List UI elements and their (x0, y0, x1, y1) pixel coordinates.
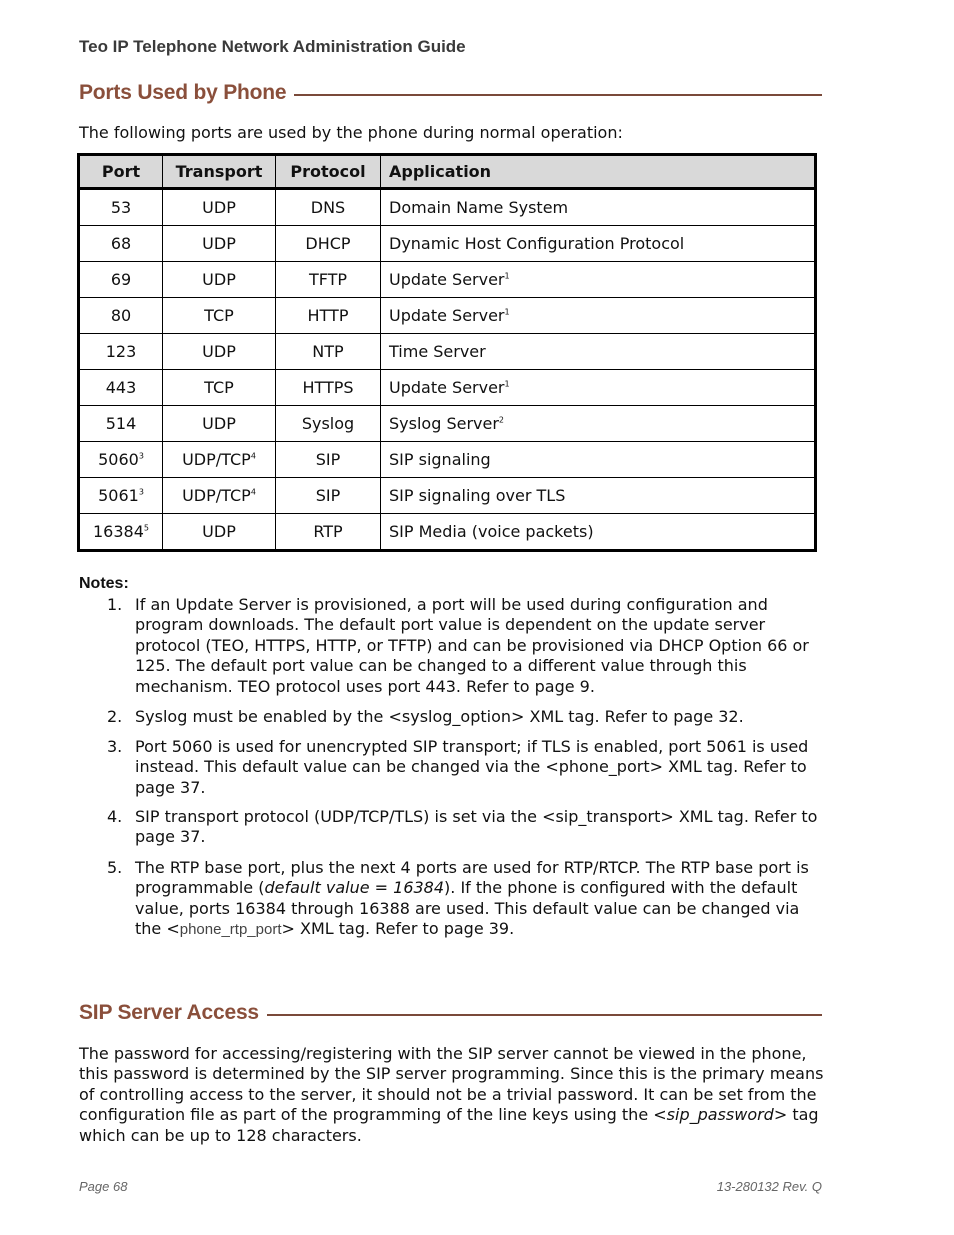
sip-password-tag: <sip_password> (653, 1105, 788, 1125)
footnote-marker: 4 (250, 451, 256, 461)
note-number: 5. (107, 858, 123, 877)
note-number: 3. (107, 737, 123, 756)
cell-text: Update Server (389, 270, 505, 289)
cell-text: Update Server (389, 306, 505, 325)
section-heading-ports (79, 79, 822, 107)
protocol-cell (276, 478, 381, 514)
application-cell (381, 189, 816, 226)
port-cell (79, 406, 163, 442)
cell-text: 5061 (98, 486, 139, 505)
transport-cell (163, 514, 276, 551)
notes-label: Notes: (79, 575, 129, 592)
table-row (79, 226, 816, 262)
application-cell (381, 334, 816, 370)
footnote-marker: 3 (138, 487, 144, 497)
protocol-cell (276, 514, 381, 551)
note-number: 1. (107, 595, 123, 614)
protocol-cell (276, 406, 381, 442)
port-cell (79, 189, 163, 226)
cell-text: TCP (204, 306, 234, 325)
port-cell (79, 370, 163, 406)
heading-rule (294, 94, 822, 96)
protocol-cell (276, 442, 381, 478)
cell-text: 514 (105, 414, 137, 433)
transport-cell (163, 370, 276, 406)
paragraph-text: The password for accessing/registering with the SIP server cannot be viewed in the phone, this password is determined by the SIP server programming. Since this is the primary means of controlling access to the server, it should not be a trivial password. It can be set from the configuration file as part of the programming of the line keys using the (79, 1044, 824, 1125)
cell-text: UDP/TCP (182, 486, 251, 505)
port-cell (79, 514, 163, 551)
note-text (135, 858, 819, 941)
table-row (79, 370, 816, 406)
cell-text: RTP (313, 522, 343, 541)
note-item (107, 707, 819, 727)
transport-cell (163, 442, 276, 478)
application-cell (381, 370, 816, 406)
note-text: Port 5060 is used for unencrypted SIP transport; if TLS is enabled, port 5061 is used instead. This default value can be changed via the <phone_port> XML tag. Refer to page 37. (135, 737, 809, 797)
table-body (79, 189, 816, 551)
footnote-marker: 5 (143, 523, 149, 533)
note-text: Syslog must be enabled by the <syslog_option> XML tag. Refer to page 32. (135, 707, 744, 726)
transport-cell (163, 226, 276, 262)
cell-text: DNS (310, 198, 346, 217)
transport-cell (163, 298, 276, 334)
note-item (107, 595, 819, 697)
cell-text: 80 (110, 306, 132, 325)
cell-text: Syslog Server (389, 414, 499, 433)
cell-text: SIP Media (voice packets) (389, 522, 594, 541)
sip-access-paragraph (79, 1044, 824, 1146)
document-number: 13-280132 Rev. Q (716, 1179, 822, 1194)
cell-text: Syslog (301, 414, 355, 433)
port-cell (79, 478, 163, 514)
port-cell (79, 298, 163, 334)
cell-text: SIP (315, 486, 341, 505)
page-number: Page 68 (79, 1179, 128, 1194)
footnote-marker: 1 (504, 307, 510, 317)
port-cell (79, 334, 163, 370)
document-header: Teo IP Telephone Network Administration Guide (79, 37, 466, 56)
transport-cell (163, 262, 276, 298)
cell-text: UDP (202, 342, 236, 361)
cell-text: 5060 (98, 450, 139, 469)
transport-cell (163, 334, 276, 370)
footnote-marker: 3 (138, 451, 144, 461)
table-header-row (79, 155, 816, 189)
cell-text: 443 (105, 378, 137, 397)
application-cell (381, 478, 816, 514)
table-row (79, 262, 816, 298)
cell-text: SIP signaling (389, 450, 491, 469)
cell-text: DHCP (305, 234, 351, 253)
note-text-part: ). If the phone is configured with the default value, ports 16384 through 16388 are used. This default value can be changed via the < (135, 878, 800, 939)
cell-text: SIP signaling over TLS (389, 486, 566, 505)
note-text: If an Update Server is provisioned, a port will be used during configuration and program downloads. The default port value is dependent on the update server protocol (TEO, HTTPS, HTTP, or TFTP) and can be provisioned via DHCP Option 66 or 125. The default port value can be changed to a different value through this mechanism. TEO protocol uses port 443. Refer to page 9. (135, 595, 809, 696)
table-row (79, 514, 816, 551)
protocol-cell (276, 189, 381, 226)
note-xml-tag: phone_rtp_port (179, 921, 282, 939)
application-cell (381, 226, 816, 262)
column-header: Protocol (276, 155, 381, 189)
protocol-cell (276, 226, 381, 262)
table-row (79, 442, 816, 478)
table-row (79, 478, 816, 514)
cell-text: UDP (202, 522, 236, 541)
note-text-part: The RTP base port, plus the next 4 ports are used for RTP/RTCP. The RTP base port is programmable ( (135, 858, 809, 898)
protocol-cell (276, 262, 381, 298)
cell-text: HTTPS (302, 378, 354, 397)
note-number: 4. (107, 807, 123, 826)
port-cell (79, 442, 163, 478)
note-text: SIP transport protocol (UDP/TCP/TLS) is set via the <sip_transport> XML tag. Refer to page 37. (135, 807, 818, 847)
note-number: 2. (107, 707, 123, 726)
table-row (79, 406, 816, 442)
cell-text: Dynamic Host Configuration Protocol (389, 234, 685, 253)
cell-text: Update Server (389, 378, 505, 397)
section-heading-sip (79, 999, 822, 1027)
note-text-part: > XML tag. Refer to page 39. (281, 919, 515, 939)
cell-text: 16384 (93, 522, 144, 541)
column-header: Port (79, 155, 163, 189)
column-header: Transport (163, 155, 276, 189)
note-default-value: default value = 16384 (264, 878, 445, 898)
transport-cell (163, 478, 276, 514)
cell-text: TCP (204, 378, 234, 397)
application-cell (381, 262, 816, 298)
cell-text: 123 (105, 342, 137, 361)
transport-cell (163, 406, 276, 442)
protocol-cell (276, 334, 381, 370)
cell-text: SIP (315, 450, 341, 469)
cell-text: NTP (312, 342, 344, 361)
port-cell (79, 226, 163, 262)
transport-cell (163, 189, 276, 226)
cell-text: HTTP (307, 306, 349, 325)
cell-text: TFTP (308, 270, 348, 289)
cell-text: 53 (110, 198, 132, 217)
footnote-marker: 1 (504, 379, 510, 389)
table-row (79, 298, 816, 334)
note-item (107, 807, 819, 848)
protocol-cell (276, 370, 381, 406)
column-header: Application (381, 155, 816, 189)
application-cell (381, 298, 816, 334)
footnote-marker: 2 (498, 415, 504, 425)
ports-table (77, 153, 817, 552)
application-cell (381, 442, 816, 478)
intro-paragraph: The following ports are used by the phone during normal operation: (79, 123, 623, 142)
table-row (79, 334, 816, 370)
paragraph-text: tag which can be up to 128 characters. (79, 1105, 819, 1145)
footnote-marker: 1 (504, 271, 510, 281)
cell-text: UDP (202, 414, 236, 433)
section-title: SIP Server Access (79, 1001, 259, 1024)
section-title: Ports Used by Phone (79, 81, 287, 104)
cell-text: 68 (110, 234, 132, 253)
cell-text: UDP/TCP (182, 450, 251, 469)
application-cell (381, 514, 816, 551)
cell-text: Time Server (389, 342, 486, 361)
heading-rule (267, 1014, 822, 1016)
note-item (107, 737, 819, 798)
cell-text: UDP (202, 270, 236, 289)
protocol-cell (276, 298, 381, 334)
note-item (107, 858, 819, 941)
table-row (79, 189, 816, 226)
application-cell (381, 406, 816, 442)
cell-text: UDP (202, 234, 236, 253)
port-cell (79, 262, 163, 298)
cell-text: UDP (202, 198, 236, 217)
cell-text: 69 (110, 270, 132, 289)
cell-text: Domain Name System (389, 198, 569, 217)
footnote-marker: 4 (250, 487, 256, 497)
